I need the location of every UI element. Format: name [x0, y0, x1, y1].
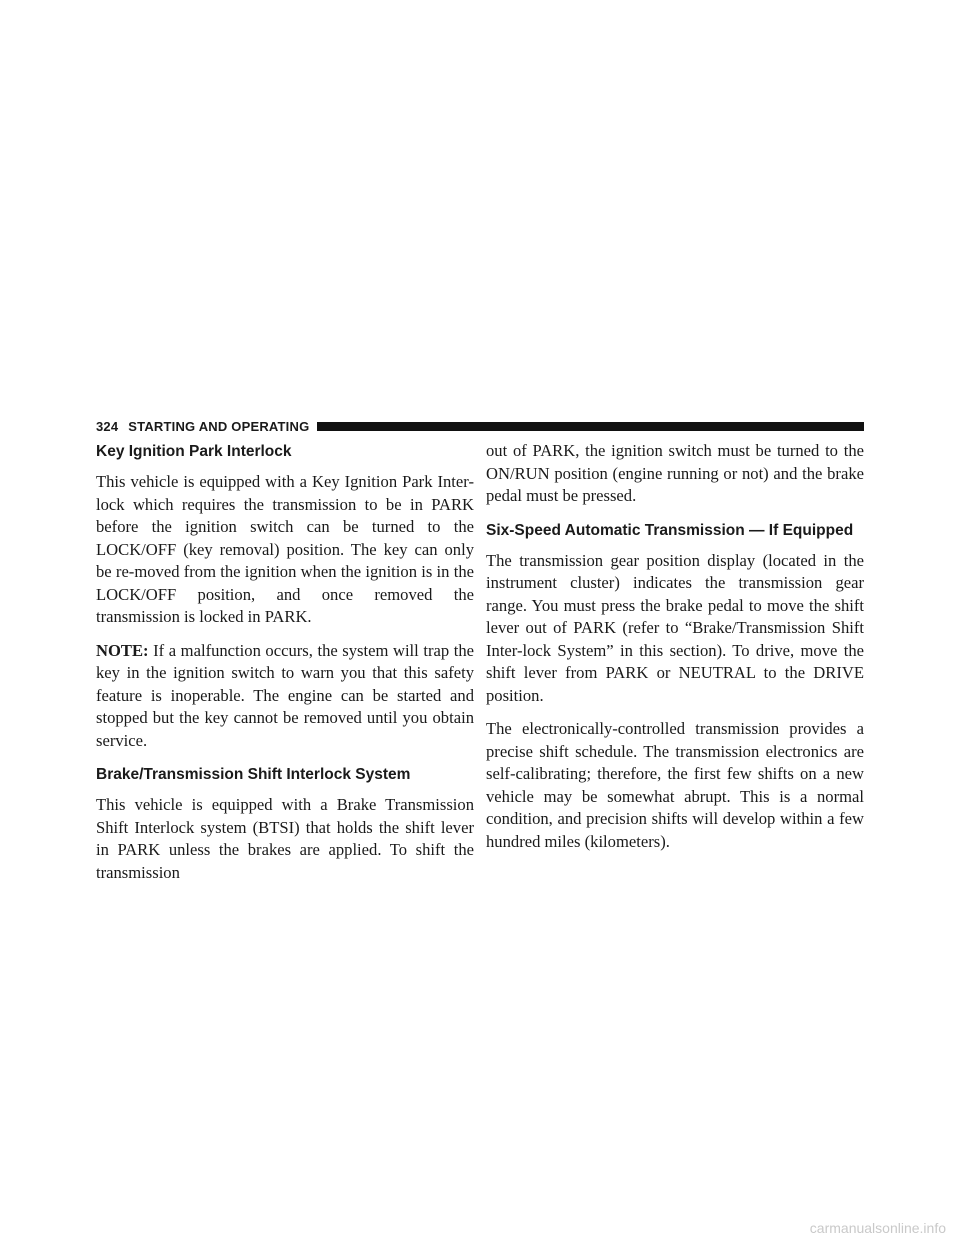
watermark: carmanualsonline.info [809, 1220, 946, 1236]
note-paragraph [96, 640, 474, 753]
left-column [96, 440, 474, 895]
note-label: NOTE: [96, 640, 149, 660]
paragraph-gear-display: The transmission gear position display (located in the instrument cluster) indicates the transmission gear range. You must press the brake pedal to move the shift lever out of PARK (refer to “Brake/Transmission Shift Inter-lock System” in this section). To drive, move the shift lever from PARK or NEUTRAL to the DRIVE position. [486, 550, 864, 705]
paragraph-electronic-transmission: The electronically-controlled transmission provides a precise shift schedule. The transmission electronics are self-calibrating; therefore, the first few shifts on a new vehicle may be somewhat abrupt. This is a normal condition, and precision shifts will develop within a few hundred miles (kilometers). [486, 719, 864, 851]
heading-six-speed-transmission: Six-Speed Automatic Transmission — If Equipped [486, 521, 854, 539]
heading-btsi: Brake/Transmission Shift Interlock System [96, 766, 411, 783]
paragraph-btsi: This vehicle is equipped with a Brake Transmission Shift Interlock system (BTSI) that holds the shift lever in PARK unless the brakes are applied. To shift the transmission [96, 795, 474, 882]
paragraph-btsi-continued: out of PARK, the ignition switch must be turned to the ON/RUN position (engine running or not) and the brake pedal must be pressed. [486, 441, 864, 505]
section-title: STARTING AND OPERATING [128, 418, 310, 434]
page-number: 324 [96, 418, 119, 434]
heading-key-ignition-park-interlock: Key Ignition Park Interlock [96, 443, 292, 460]
header-rule [317, 422, 864, 431]
paragraph-key-ignition: This vehicle is equipped with a Key Ignition Park Inter-lock which requires the transmission to be in PARK before the ignition switch can be turned to the LOCK/OFF (key removal) position. The key can only be re-moved from the ignition when the ignition is in the LOCK/OFF position, and once removed the transmission is locked in PARK. [96, 472, 474, 626]
page-header [96, 418, 864, 434]
note-text: If a malfunction occurs, the system will trap the key in the ignition switch to warn you that this safety feature is inoperable. The engine can be started and stopped but the key cannot be removed until you obtain service. [96, 640, 474, 750]
right-column [486, 440, 864, 864]
